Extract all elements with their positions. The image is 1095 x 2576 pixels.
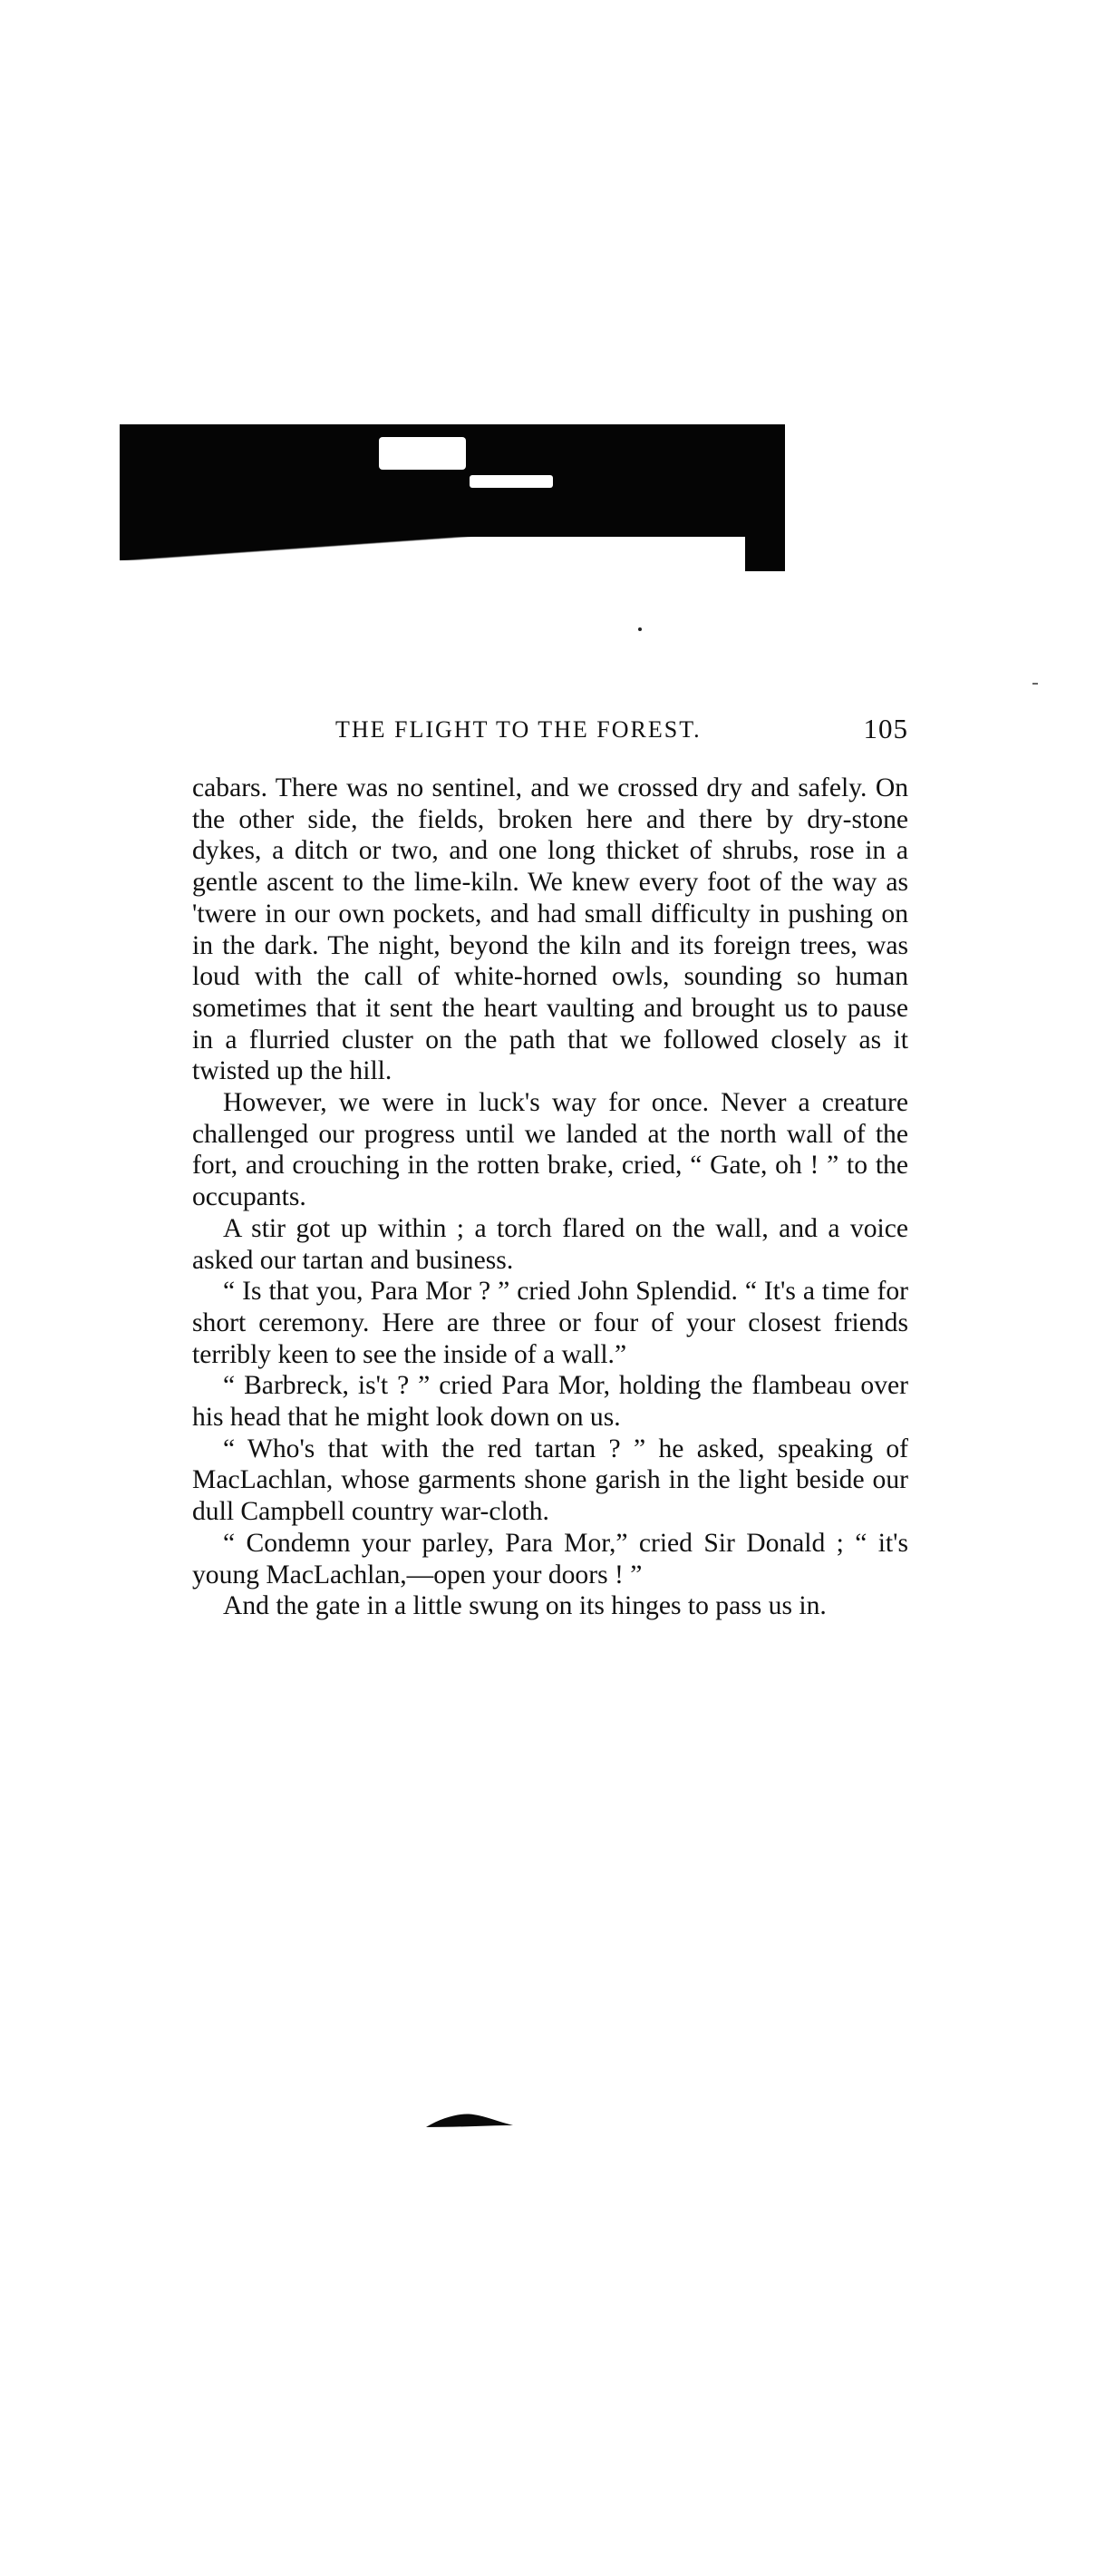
ink-smudge-mark (426, 2113, 513, 2133)
running-head (192, 713, 908, 753)
redacted-black-block (120, 424, 785, 571)
paragraph: cabars. There was no sentinel, and we crossed dry and safely. On the other side, the fields, broken here and there by dry-stone dykes, a ditch or two, and one long thicket of shrubs, rose in a gentle ascent to the lime-kiln. We knew every foot of the way as 'twere in our own pockets, and had small difficulty in pushing on in the dark. The night, beyond the kiln and its foreign trees, was loud with the call of white-horned owls, sounding so human sometimes that it sent the heart vaulting and brought us to pause in a flurried cluster on the path that we followed closely as it twisted up the hill. (192, 773, 908, 1086)
paragraph: “ Condemn your parley, Para Mor,” cried Sir Donald ; “ it's young MacLachlan,—open your doors ! ” (192, 1528, 908, 1589)
scan-speck (638, 627, 642, 631)
scan-artifact (470, 475, 553, 488)
running-title: THE FLIGHT TO THE FOREST. (335, 716, 702, 743)
body-text (192, 773, 908, 1622)
paragraph: “ Is that you, Para Mor ? ” cried John Splendid. “ It's a time for short ceremony. Here are three or four of your closest friends terribly keen to see the inside of a wall.” (192, 1277, 908, 1369)
scan-artifact (379, 437, 466, 470)
scan-speck (1032, 683, 1038, 685)
scan-artifact (120, 560, 174, 566)
paragraph: And the gate in a little swung on its hinges to pass us in. (223, 1591, 827, 1621)
book-page (192, 713, 908, 1622)
paragraph: However, we were in luck's way for once. Never a creature challenged our progress until we landed at the north wall of the fort, and crouching in the rotten brake, cried, “ Gate, oh ! ” to the occupants. (192, 1088, 908, 1212)
paragraph: “ Barbreck, is't ? ” cried Para Mor, holding the flambeau over his head that he might look down on us. (192, 1371, 908, 1433)
paragraph: “ Who's that with the red tartan ? ” he asked, speaking of MacLachlan, whose garments shone garish in the light beside our dull Campbell country war-cloth. (192, 1434, 908, 1527)
page-number: 105 (863, 713, 908, 744)
scan-artifact (120, 537, 745, 571)
paragraph: A stir got up within ; a torch flared on the wall, and a voice asked our tartan and business. (192, 1213, 908, 1275)
